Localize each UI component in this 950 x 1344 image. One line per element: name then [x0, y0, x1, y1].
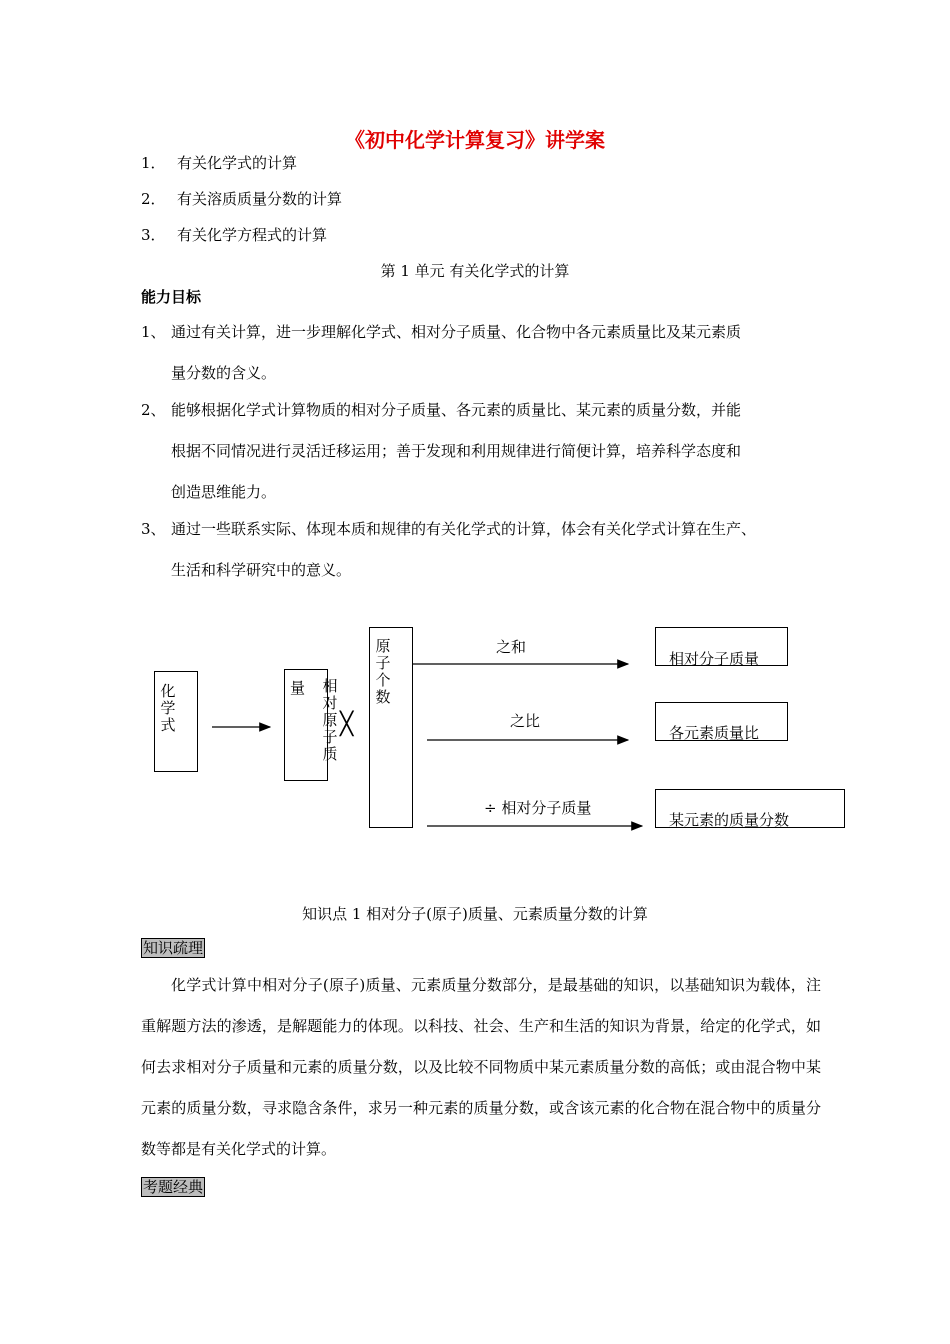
goal-3-cont: 生活和科学研究中的意义。	[171, 561, 352, 579]
box-mass-label: 量	[290, 679, 306, 697]
arrow-divide-label: ÷ 相对分子质量	[484, 799, 592, 817]
outline-item: 2． 有关溶质质量分数的计算	[141, 190, 343, 208]
arrow-sum-label: 之和	[496, 638, 527, 656]
goal-2: 2、 能够根据化学式计算物质的相对分子质量、各元素的质量比、某元素的质量分数，并能	[141, 401, 742, 419]
section-tag-exam: 考题经典	[143, 1178, 204, 1196]
unit-heading: 第 1 单元 有关化学式的计算	[380, 262, 570, 280]
result-mass-ratio: 各元素质量比	[669, 724, 760, 742]
goal-1: 1、 通过有关计算，进一步理解化学式、相对分子质量、化合物中各元素质量比及某元素质	[141, 323, 742, 341]
result-relative-mass: 相对分子质量	[669, 650, 760, 668]
goal-2-cont: 根据不同情况进行灵活迁移运用；善于发现和利用规律进行简便计算，培养科学态度和	[171, 442, 742, 460]
page-title: 《初中化学计算复习》讲学案	[345, 128, 605, 152]
multiply-sign: ╳	[340, 712, 354, 737]
box-formula-label: 化学式	[160, 682, 176, 734]
result-mass-fraction: 某元素的质量分数	[669, 811, 790, 829]
goal-1-cont: 量分数的含义。	[171, 364, 277, 382]
review-paragraph: 化学式计算中相对分子(原子)质量、元素质量分数部分，是最基础的知识，以基础知识为载体，注重解题方法的渗透，是解题能力的体现。以科技、社会、生产和生活的知识为背景，给定的化学式，如何去求相对分子质量和元素的质量分数，以及比较不同物质中某元素质量分数的高低；或由混合物中某元素的质量分数，寻求隐含条件，求另一种元素的质量分数，或含该元素的化合物在混合物中的质量分数等都是有关化学式的计算。	[141, 976, 821, 1158]
section-tag-review: 知识疏理	[143, 939, 204, 957]
ability-heading: 能力目标	[141, 288, 202, 306]
box-atoms-label: 原子个数	[375, 637, 391, 706]
outline-item: 3． 有关化学方程式的计算	[141, 226, 328, 244]
goal-2-cont: 创造思维能力。	[171, 483, 277, 501]
arrow-ratio-label: 之比	[510, 712, 541, 730]
goal-3: 3、 通过一些联系实际、体现本质和规律的有关化学式的计算，体会有关化学式计算在生产、	[141, 520, 757, 538]
knowledge-point-heading: 知识点 1 相对分子(原子)质量、元素质量分数的计算	[302, 905, 648, 923]
outline-item: 1． 有关化学式的计算	[141, 154, 298, 172]
atomic-mass-label: 相对原子质	[322, 677, 338, 763]
